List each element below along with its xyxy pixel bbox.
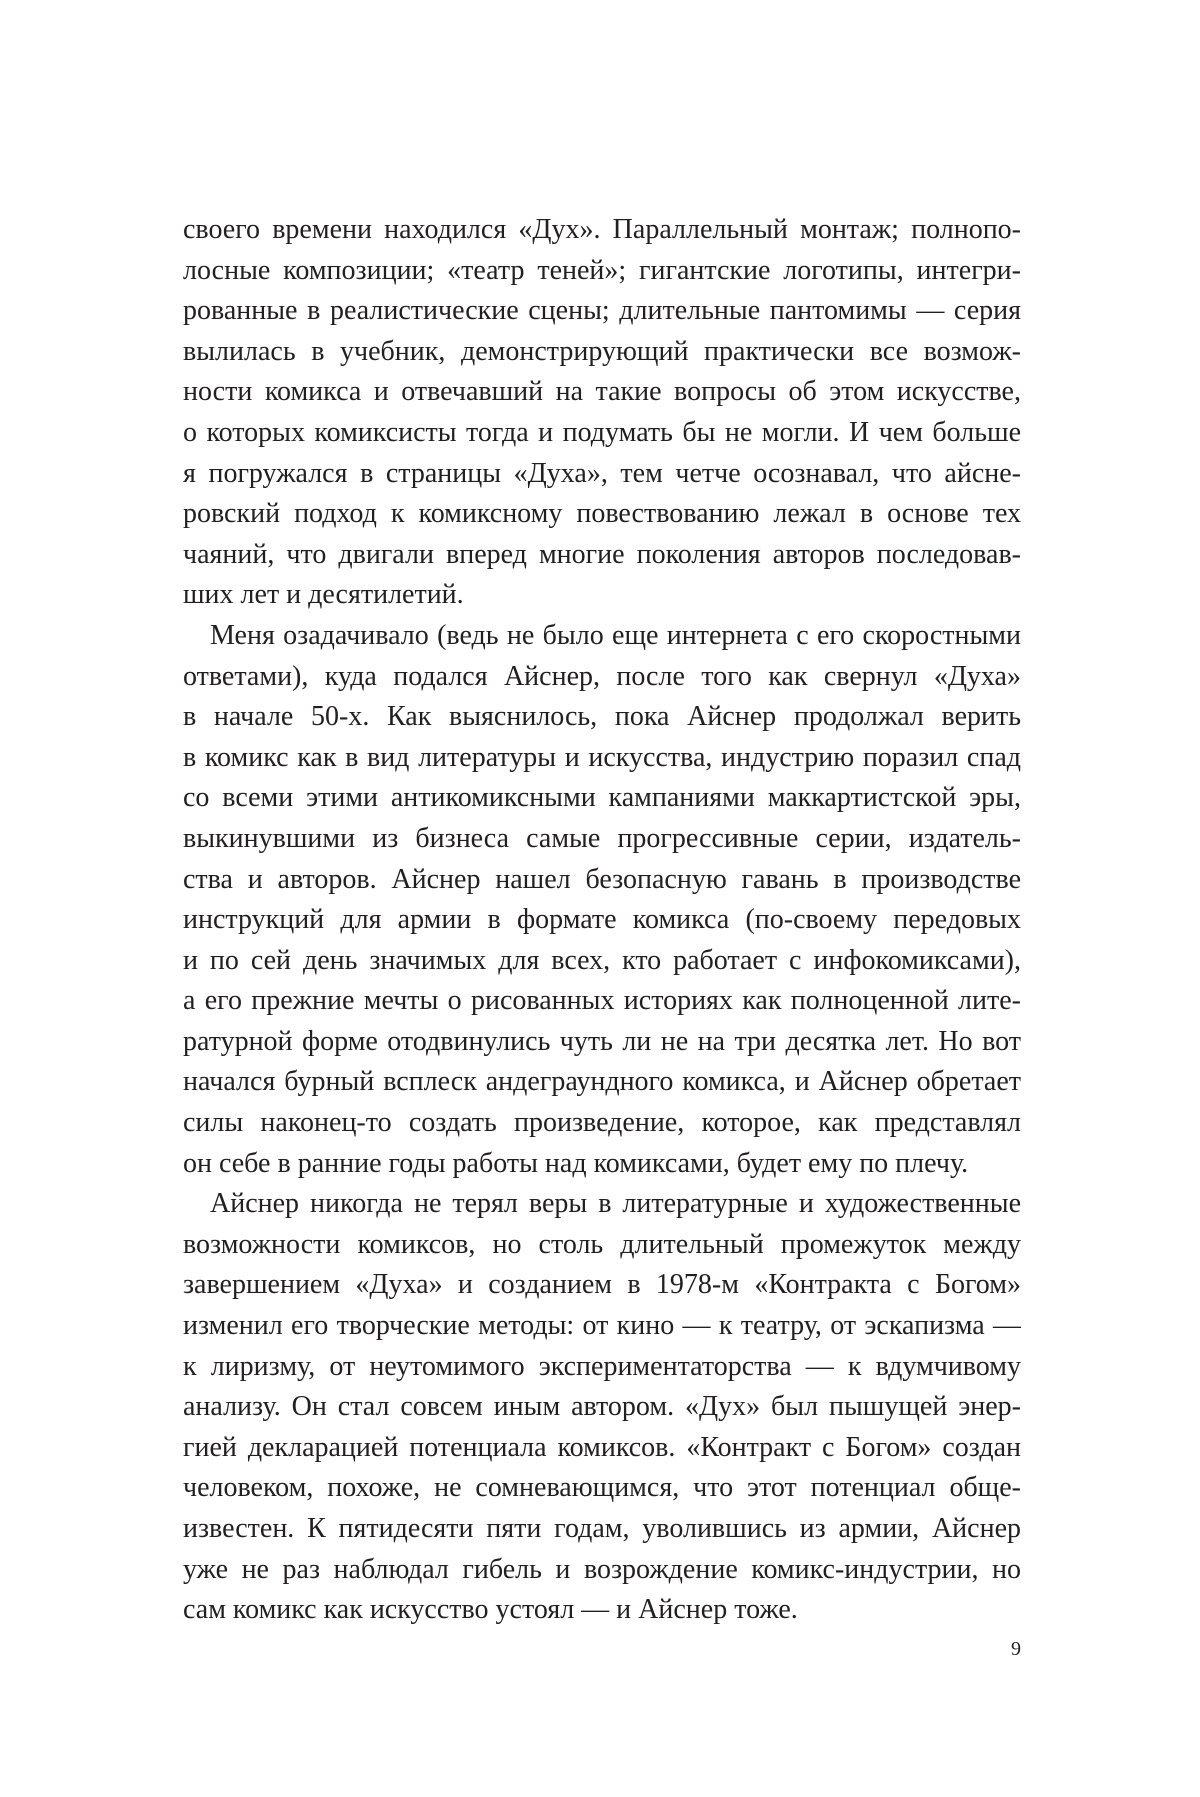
text-line: ства и авторов. Айснер нашел безопасную гавань в производстве — [183, 863, 1021, 895]
text-line: чаяний, что двигали вперед многие поколения авторов последовав- — [183, 538, 1021, 570]
page-number: 9 — [1011, 1638, 1021, 1660]
text-line: рованные в реалистические сцены; длительные пантомимы — серия — [183, 295, 1021, 327]
text-line: известен. К пятидесяти пяти годам, уволившись из армии, Айснер — [183, 1513, 1021, 1544]
text-line: ответами), куда подался Айснер, после того как свернул «Духа» — [183, 660, 1021, 692]
text-line: ности комикса и отвечавший на такие вопросы об этом искусстве, — [183, 376, 1021, 408]
text-line: изменил его творческие методы: от кино — к театру, от эскапизма — — [183, 1310, 1021, 1342]
text-line: силы наконец-то создать произведение, которое, как представлял — [183, 1107, 1021, 1139]
text-line: начался бурный всплеск андеграундного комикса, и Айснер обретает — [183, 1066, 1021, 1098]
text-line: о которых комиксисты тогда и подумать бы не могли. И чем больше — [183, 416, 1021, 448]
text-line: он себе в ранние годы работы над комиксами, будет ему по плечу. — [183, 1147, 969, 1179]
text-line: завершением «Духа» и созданием в 1978-м «Контракта с Богом» — [183, 1269, 1021, 1301]
text-line: выкинувшими из бизнеса самые прогрессивные серии, издатель- — [183, 822, 1021, 854]
text-line: вылилась в учебник, демонстрирующий практически все возмож- — [183, 335, 1021, 367]
text-line: сам комикс как искусство устоял — и Айснер тоже. — [183, 1594, 798, 1626]
text-line: ших лет и десятилетий. — [183, 579, 464, 611]
text-line: своего времени находился «Дух». Параллельный монтаж; полнопо- — [183, 214, 1021, 245]
text-line: к лиризму, от неутомимого экспериментаторства — к вдумчивому — [183, 1350, 1021, 1382]
text-line: я погружался в страницы «Духа», тем четче осознавал, что айсне- — [183, 457, 1021, 489]
text-line: со всеми этими антикомиксными кампаниями маккартистской эры, — [183, 782, 1021, 814]
text-line: уже не раз наблюдал гибель и возрождение комикс-индустрии, но — [183, 1553, 1021, 1585]
text-line: Айснер никогда не терял веры в литературные и художественные — [210, 1188, 1021, 1220]
text-line: лосные композиции; «театр теней»; гигантские логотипы, интегри- — [183, 254, 1021, 286]
text-line: и по сей день значимых для всех, кто работает с инфокомиксами), — [183, 944, 1021, 976]
text-line: человеком, похоже, не сомневающимся, что этот потенциал обще- — [183, 1472, 1021, 1504]
text-line: инструкций для армии в формате комикса (по-своему передовых — [183, 904, 1021, 936]
text-line: Меня озадачивало (ведь не было еще интернета с его скоростными — [210, 619, 1021, 651]
text-line: анализу. Он стал совсем иным автором. «Дух» был пышущей энер- — [183, 1391, 1021, 1423]
text-line: в комикс как в вид литературы и искусства, индустрию поразил спад — [183, 741, 1021, 773]
text-line: ровский подход к комиксному повествованию лежал в основе тех — [183, 498, 1021, 530]
text-line: возможности комиксов, но столь длительный промежуток между — [183, 1228, 1021, 1260]
text-line: а его прежние мечты о рисованных историях как полноценной лите- — [183, 985, 1021, 1017]
text-line: в начале 50-х. Как выяснилось, пока Айснер продолжал верить — [183, 701, 1021, 733]
body-text — [183, 210, 1021, 1631]
text-line: гией декларацией потенциала комиксов. «Контракт с Богом» создан — [183, 1431, 1021, 1463]
text-line: ратурной форме отодвинулись чуть ли не на три десятка лет. Но вот — [183, 1025, 1021, 1057]
